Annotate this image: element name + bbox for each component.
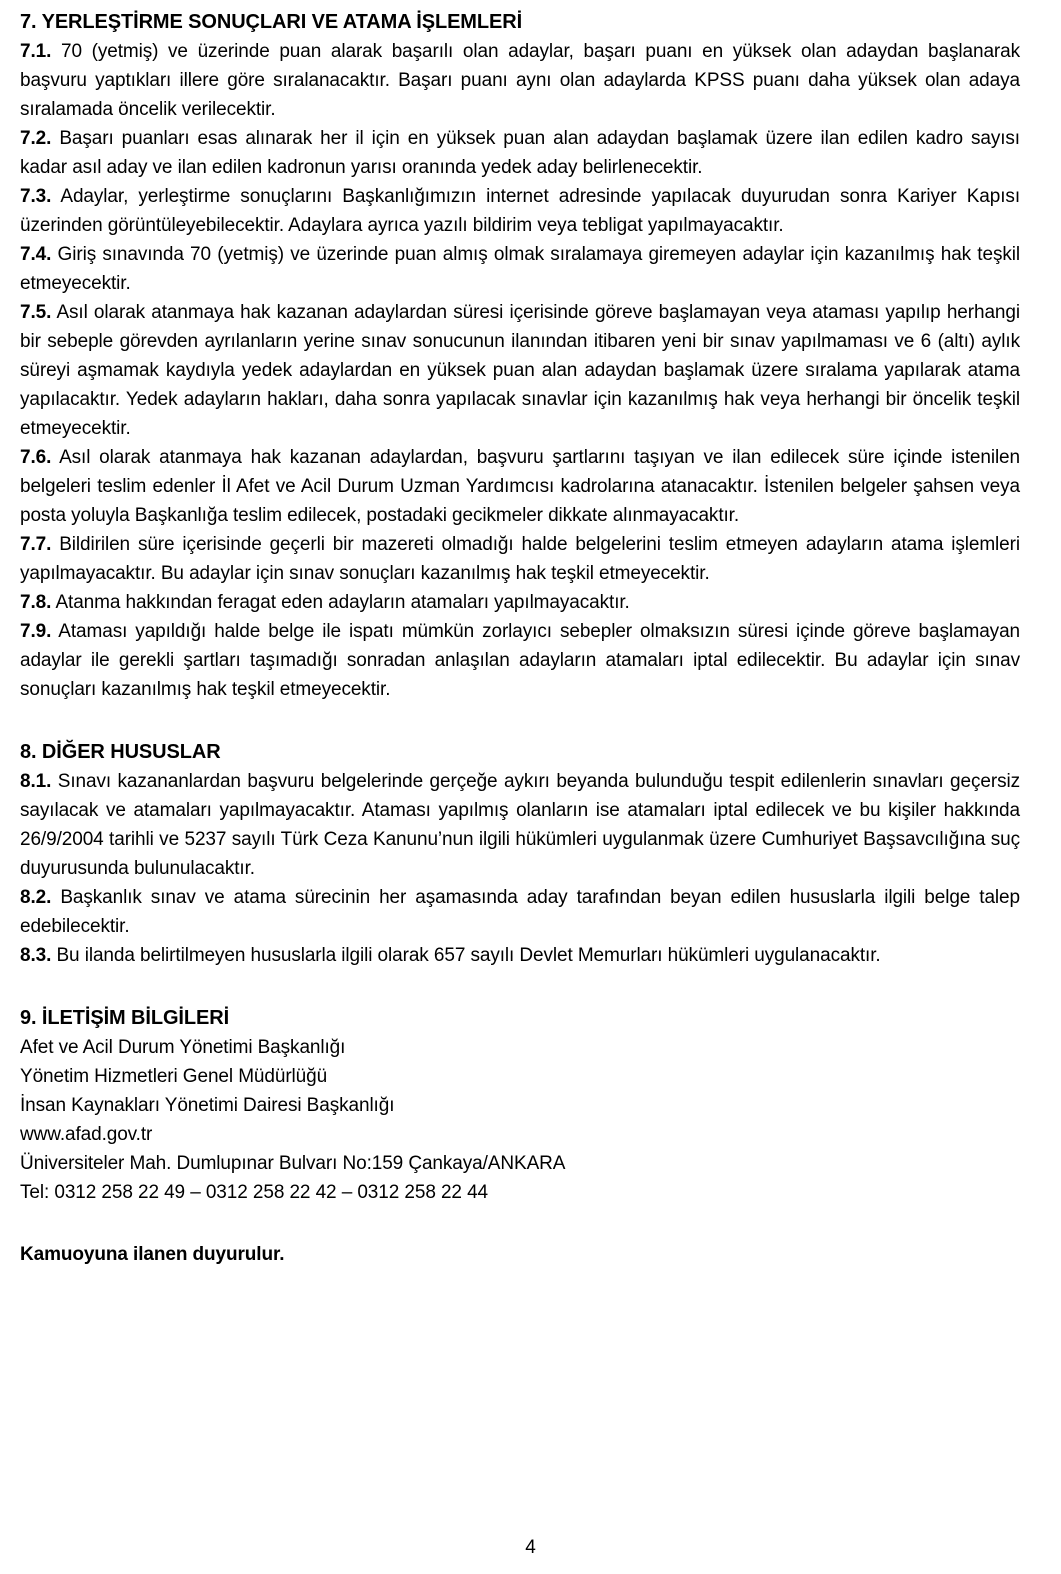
- paragraph-number: 7.5.: [20, 302, 52, 323]
- paragraph-text: Bildirilen süre içerisinde geçerli bir mazereti olmadığı halde belgelerini teslim etmeyen adayların atama işlemleri yapılmayacaktır. Bu adaylar için sınav sonuçları kazanılmış hak teşkil etmeyecektir.: [20, 534, 1020, 584]
- paragraph-number: 7.4.: [20, 244, 52, 265]
- paragraph-7-5: [20, 298, 1020, 443]
- paragraph-8-1: [20, 767, 1020, 883]
- paragraph-text: Sınavı kazananlardan başvuru belgelerinde gerçeğe aykırı beyanda bulunduğu tespit edilenlerin sınavları geçersiz sayılacak ve atamaları yapılmayacaktır. Ataması yapılmış olanların ise atamaları iptal edilecek ve bu kişiler hakkında 26/9/2004 tarihli ve 5237 sayılı Türk Ceza Kanunu’nun ilgili hükümleri uygulanmak üzere Cumhuriyet Başsavcılığına suç duyurusunda bulunulacaktır.: [20, 771, 1020, 879]
- paragraph-text: Asıl olarak atanmaya hak kazanan adaylardan süresi içerisinde göreve başlamayan veya ataması yapılıp herhangi bir sebeple görevden ayrılanların yerine sınav sonucunun ilanından itibaren yeni bir sınav yapılmaması ve 6 (altı) aylık süreyi aşmamak kaydıyla yedek adaylardan en yüksek puan alan adaydan başlamak üzere sıralama yapılarak atama yapılacaktır. Yedek adayların hakları, daha sonra yapılacak sınavlar için kazanılmış hak veya herhangi bir öncelik teşkil etmeyecektir.: [20, 302, 1020, 439]
- paragraph-number: 7.2.: [20, 128, 52, 149]
- paragraph-number: 7.9.: [20, 621, 52, 642]
- paragraph-8-2: [20, 883, 1020, 941]
- paragraph-number: 7.7.: [20, 534, 52, 555]
- paragraph-7-6: [20, 443, 1020, 530]
- contact-directorate: Yönetim Hizmetleri Genel Müdürlüğü: [20, 1066, 328, 1087]
- section-heading-7: 7. YERLEŞTİRME SONUÇLARI VE ATAMA İŞLEMLERİ: [20, 11, 523, 33]
- paragraph-text: Başarı puanları esas alınarak her il için en yüksek puan alan adaydan başlamak üzere ilan edilen kadro sayısı kadar asıl aday ve ilan edilen kadronun yarısı oranında yedek aday belirlenecektir.: [20, 128, 1020, 178]
- section-heading-9: 9. İLETİŞİM BİLGİLERİ: [20, 1007, 230, 1029]
- page-number: 4: [525, 1537, 536, 1558]
- paragraph-number: 7.1.: [20, 41, 52, 62]
- contact-department: İnsan Kaynakları Yönetimi Dairesi Başkanlığı: [20, 1095, 395, 1116]
- contact-address: Üniversiteler Mah. Dumlupınar Bulvarı No:159 Çankaya/ANKARA: [20, 1153, 566, 1174]
- paragraph-7-2: [20, 124, 1020, 182]
- paragraph-text: Asıl olarak atanmaya hak kazanan adaylardan, başvuru şartlarını taşıyan ve ilan edilecek süre içinde istenilen belgeleri teslim edenler İl Afet ve Acil Durum Uzman Yardımcısı kadrolarına atanacaktır. İstenilen belgeler şahsen veya posta yoluyla Başkanlığa teslim edilecek, postadaki gecikmeler dikkate alınmayacaktır.: [20, 447, 1020, 526]
- paragraph-text: Atanma hakkından feragat eden adayların atamaları yapılmayacaktır.: [55, 592, 630, 613]
- paragraph-number: 8.2.: [20, 887, 52, 908]
- paragraph-text: Bu ilanda belirtilmeyen hususlarla ilgili olarak 657 sayılı Devlet Memurları hükümleri uygulanacaktır.: [56, 945, 881, 966]
- section-other-matters: [20, 738, 1020, 970]
- paragraph-7-1: [20, 37, 1020, 124]
- paragraph-7-3: [20, 182, 1020, 240]
- paragraph-text: Ataması yapıldığı halde belge ile ispatı mümkün zorlayıcı sebepler olmaksızın süresi içinde göreve başlamayan adaylar ile gerekli şartları taşımadığı sonradan anlaşılan adayların atamaları iptal edilecektir. Bu adaylar için sınav sonuçları kazanılmış hak teşkil etmeyecektir.: [20, 621, 1021, 700]
- contact-phone: Tel: 0312 258 22 49 – 0312 258 22 42 – 0312 258 22 44: [20, 1182, 489, 1203]
- closing-statement: Kamuoyuna ilanen duyurulur.: [20, 1244, 285, 1265]
- paragraph-text: Adaylar, yerleştirme sonuçlarını Başkanlığımızın internet adresinde yapılacak duyurudan sonra Kariyer Kapısı üzerinden görüntüleyebilecektir. Adaylara ayrıca yazılı bildirim veya tebligat yapılmayacaktır.: [20, 186, 1020, 236]
- paragraph-text: 70 (yetmiş) ve üzerinde puan alarak başarılı olan adaylar, başarı puanı en yüksek olan adaydan başlanarak başvuru yaptıkları illere göre sıralanacaktır. Başarı puanı aynı olan adaylarda KPSS puanı daha yüksek olan adaya sıralamada öncelik verilecektir.: [20, 41, 1020, 120]
- paragraph-number: 8.1.: [20, 771, 52, 792]
- paragraph-8-3: [20, 941, 1020, 970]
- section-placement-and-appointment: [20, 8, 1020, 704]
- paragraph-7-7: [20, 530, 1020, 588]
- paragraph-text: Başkanlık sınav ve atama sürecinin her aşamasında aday tarafından beyan edilen hususlarla ilgili belge talep edebilecektir.: [20, 887, 1020, 937]
- paragraph-7-8: [20, 588, 1020, 617]
- paragraph-number: 7.3.: [20, 186, 52, 207]
- paragraph-number: 8.3.: [20, 945, 52, 966]
- paragraph-7-4: [20, 240, 1020, 298]
- contact-organization: Afet ve Acil Durum Yönetimi Başkanlığı: [20, 1037, 346, 1058]
- section-heading-8: 8. DİĞER HUSUSLAR: [20, 741, 221, 763]
- paragraph-text: Giriş sınavında 70 (yetmiş) ve üzerinde puan almış olmak sıralamaya giremeyen adaylar için kazanılmış hak teşkil etmeyecektir.: [20, 244, 1020, 294]
- paragraph-7-9: [20, 617, 1020, 704]
- paragraph-number: 7.8.: [20, 592, 52, 613]
- paragraph-number: 7.6.: [20, 447, 52, 468]
- section-contact-info: [20, 1004, 1020, 1207]
- contact-website: www.afad.gov.tr: [20, 1124, 153, 1145]
